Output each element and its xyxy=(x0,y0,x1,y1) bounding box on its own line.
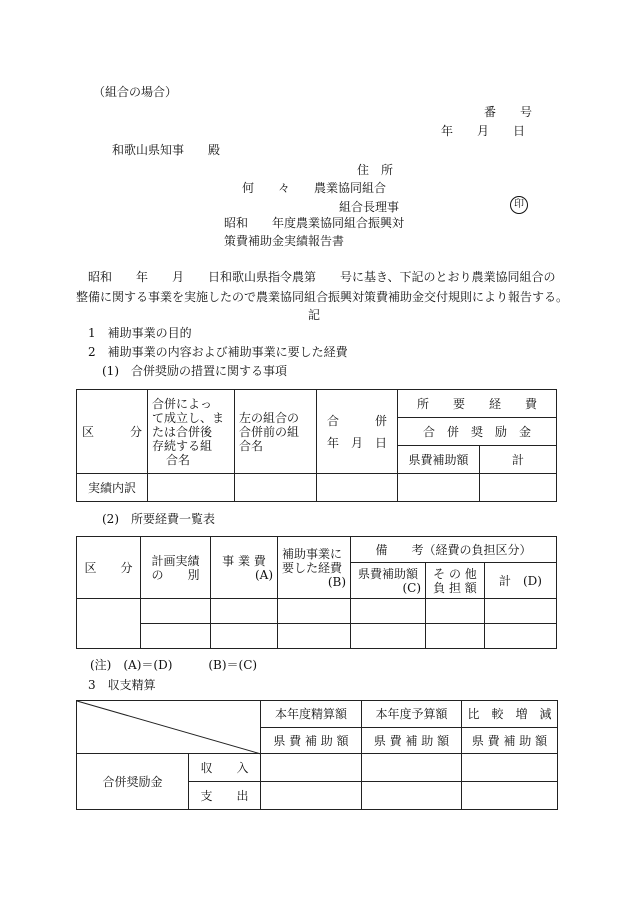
table-cell xyxy=(211,624,278,649)
addressee: 和歌山県知事 殿 xyxy=(112,143,221,157)
cost-summary-table xyxy=(76,536,557,649)
table-cell xyxy=(362,782,462,810)
body-paragraph-line1: 昭和 年 月 日和歌山県指令農第 号に基き、下記のとおり農業協同組合の xyxy=(88,270,556,284)
merger-subsidy-header: 合 併 奨 励 金 xyxy=(398,418,557,446)
body-paragraph-line2: 整備に関する事業を実施したので農業協同組合振興対策費補助金交付規則により報告する。 xyxy=(76,290,569,304)
kubun-header: 区 分 xyxy=(77,390,148,474)
table-cell xyxy=(398,474,480,502)
table-cell xyxy=(426,599,485,624)
diagonal-line xyxy=(76,700,262,755)
expense-row-label: 支 出 xyxy=(189,782,261,810)
seal-mark: 印 xyxy=(510,196,528,214)
pref-subsidy-subheader: 県 費 補 助 額 xyxy=(362,728,462,754)
case-label: （組合の場合） xyxy=(93,85,178,99)
table-cell xyxy=(351,624,426,649)
other-burden-header: そ の 他 負 担 額 xyxy=(426,563,485,599)
comparison-header: 比 較 増 減 xyxy=(462,701,558,728)
report-title-line2: 策費補助金実績報告書 xyxy=(224,234,345,248)
settlement-table-wrap xyxy=(76,700,557,809)
required-cost-header: 所 要 経 費 xyxy=(398,390,557,418)
table-cell xyxy=(211,599,278,624)
plan-actual-header: 計画実績 の 別 xyxy=(141,537,211,599)
table-cell xyxy=(77,599,141,649)
table-cell xyxy=(317,474,398,502)
table-note: (注) (A)＝(D) (B)＝(C) xyxy=(90,658,258,672)
president-label: 組合長理事 xyxy=(339,200,400,214)
budget-amount-header: 本年度予算額 xyxy=(362,701,462,728)
item-1-purpose: 1 補助事業の目的 xyxy=(88,326,192,340)
table-cell xyxy=(485,624,557,649)
table-cell xyxy=(485,599,557,624)
document-number-label: 番 号 xyxy=(484,105,533,119)
project-cost-header: 事 業 費 (A) xyxy=(211,537,278,599)
sub-item-2-heading: (2) 所要経費一覧表 xyxy=(102,512,215,526)
table-cell xyxy=(261,754,362,782)
merger-measures-table xyxy=(76,389,557,502)
required-cost-header: 補助事業に 要した経費 (B) xyxy=(278,537,351,599)
income-row-label: 収 入 xyxy=(189,754,261,782)
table-cell xyxy=(462,754,558,782)
item-2-content: 2 補助事業の内容および補助事業に要した経費 xyxy=(88,345,348,359)
item-3-settlement: 3 収支精算 xyxy=(88,678,156,692)
merged-association-header: 合併によっ て成立し、ま たは合併後 存続する組 合名 xyxy=(148,390,235,474)
ki-label: 記 xyxy=(308,308,321,322)
pre-merger-association-header: 左の組合の 合併前の組 合名 xyxy=(235,390,317,474)
pref-subsidy-subheader: 県 費 補 助 額 xyxy=(261,728,362,754)
pref-subsidy-header: 県費補助額 xyxy=(398,446,480,474)
pref-subsidy-header: 県費補助額 (C) xyxy=(351,563,426,599)
actual-breakdown-label: 実績内訳 xyxy=(77,474,148,502)
total-header: 計 xyxy=(480,446,557,474)
settled-amount-header: 本年度精算額 xyxy=(261,701,362,728)
report-title-line1: 昭和 年度農業協同組合振興対 xyxy=(224,216,405,230)
merger-subsidy-row-label: 合併奨励金 xyxy=(77,754,189,810)
address-label: 住 所 xyxy=(357,163,394,177)
association-name: 何 々 農業協同組合 xyxy=(242,181,387,195)
table-cell xyxy=(426,624,485,649)
table-cell xyxy=(278,599,351,624)
table-cell xyxy=(462,782,558,810)
table-cell xyxy=(261,782,362,810)
table-cell xyxy=(141,624,211,649)
table-cell xyxy=(278,624,351,649)
document-date-label: 年 月 日 xyxy=(441,124,526,138)
table-cell xyxy=(351,599,426,624)
total-header: 計 (D) xyxy=(485,563,557,599)
merger-date-header: 合 併 年 月 日 xyxy=(317,390,398,474)
table-cell xyxy=(141,599,211,624)
sub-item-1-heading: (1) 合併奨励の措置に関する事項 xyxy=(102,364,287,378)
table-cell xyxy=(148,474,235,502)
table-cell xyxy=(362,754,462,782)
table-cell xyxy=(235,474,317,502)
pref-subsidy-subheader: 県 費 補 助 額 xyxy=(462,728,558,754)
table-cell xyxy=(480,474,557,502)
remarks-header: 備 考（経費の負担区分） xyxy=(351,537,557,563)
kubun-header: 区 分 xyxy=(77,537,141,599)
